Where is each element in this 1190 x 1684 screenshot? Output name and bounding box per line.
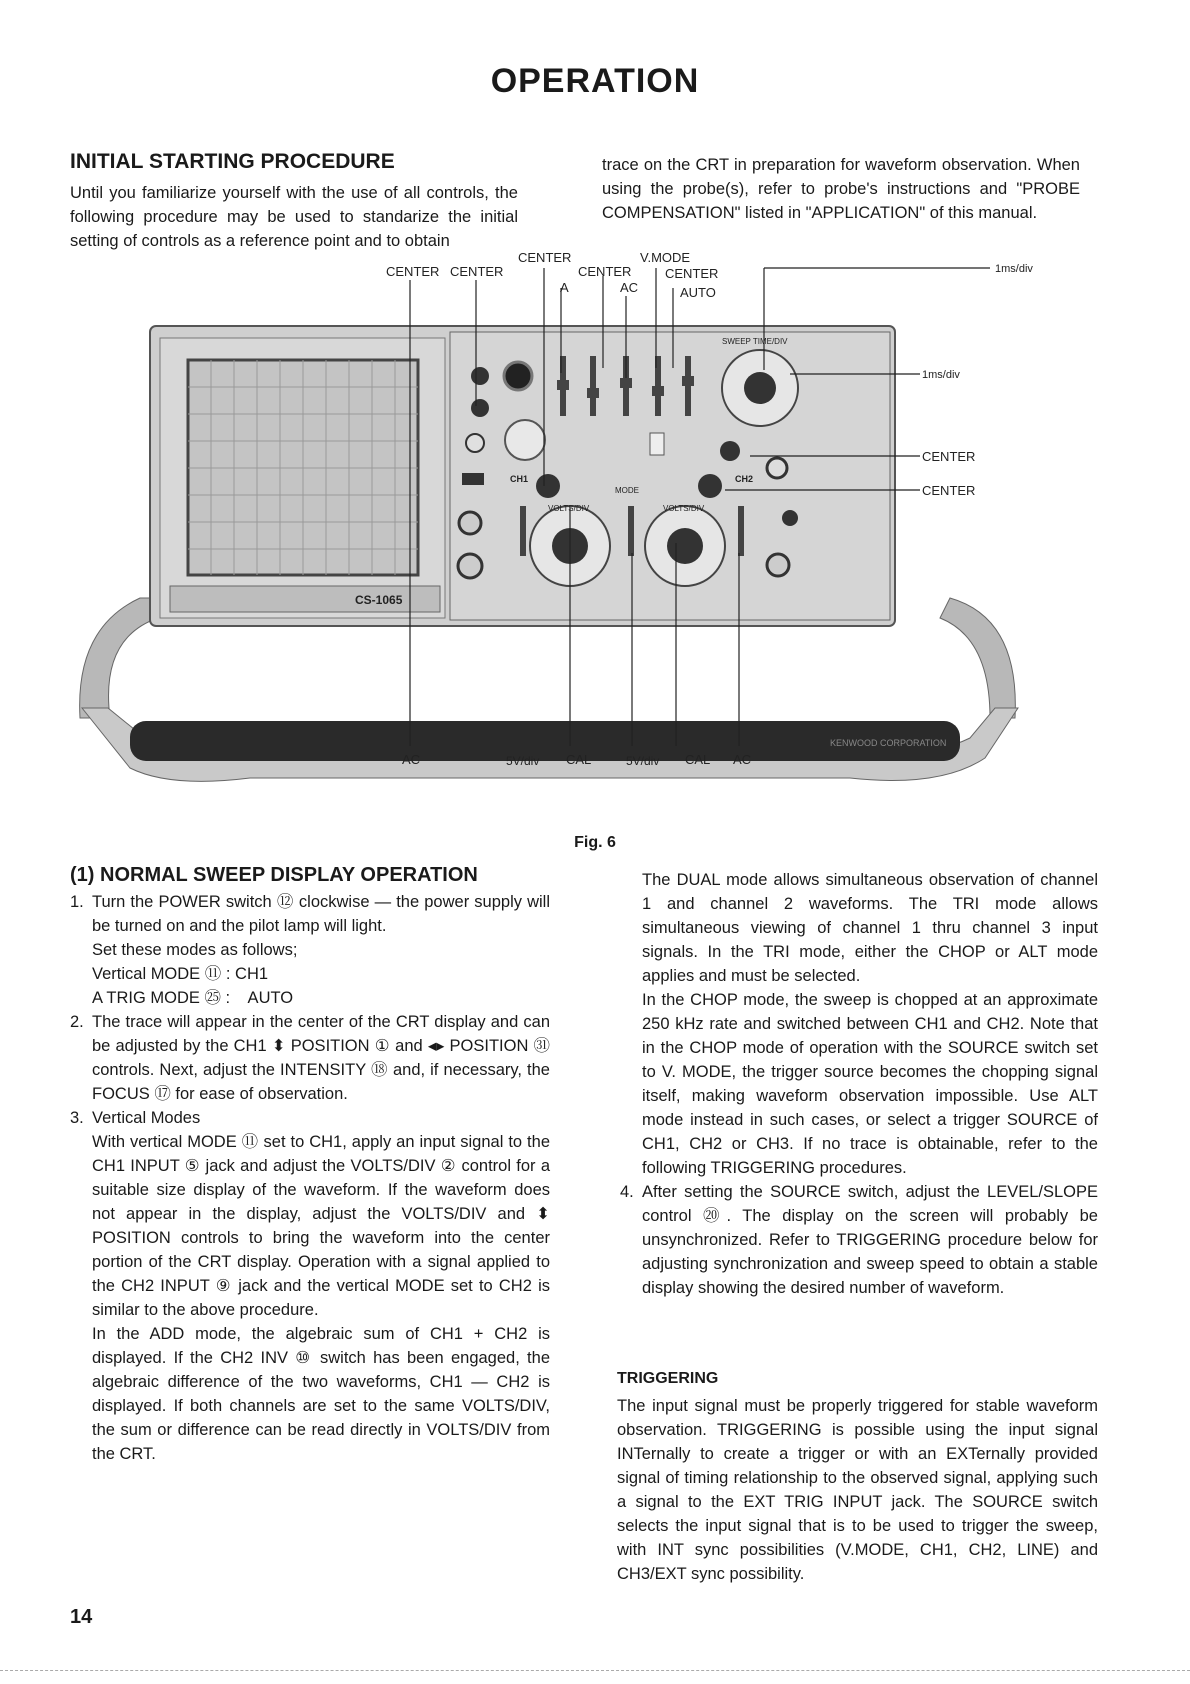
oscilloscope-figure [70,250,1120,823]
step-1-set: Set these modes as follows; [92,941,298,959]
ch1-volts-label: VOLTS/DIV [548,504,590,513]
label-cal-1: CAL [566,752,592,767]
triggering-heading: TRIGGERING [617,1370,719,1387]
step-3-title: Vertical Modes [92,1109,201,1127]
initial-para-left: Until you familiarize yourself with the use of all controls, the following procedure may be used to standarize the initial setting of controls as a reference point and to obtain [70,184,518,250]
h-position-knob[interactable] [720,441,740,461]
fine-button[interactable] [650,433,664,455]
knob-intensity[interactable] [471,367,489,385]
label-1ms-top: 1ms/div [995,263,1033,275]
normal-heading: (1) NORMAL SWEEP DISPLAY OPERATION [70,864,478,886]
label-center-2: CENTER [450,264,504,279]
label-ac-top: AC [620,280,639,295]
ch1-input-jack[interactable] [459,512,481,534]
knob-delay-time[interactable] [505,420,545,460]
chop-mode-para: In the CHOP mode, the sweep is chopped at an approximate 250 kHz rate and switched between CH1 and CH2. Note that in the CHOP mode of operation with the SOURCE switch set to V. MODE, the trigger source becomes the chopping signal itself, making waveform observation impossible. Use ALT mode instead in such cases, or select a trigger SOURCE of CH1, CH2 or CH3. If no trace is obtainable, refer to the following TRIGGERING procedures. [642,991,1098,1177]
ch1-position-knob[interactable] [536,474,560,498]
label-center-4: CENTER [578,264,632,279]
ch2-label: CH2 [735,474,754,484]
step-4-text: After setting the SOURCE switch, adjust the LEVEL/SLOPE control ⑳. The display on the screen will probably be unsynchronized. Refer to TRIGGERING procedure below for adjusting synchronization and sweep speed to obtain a stable display showing the desired number of waveform. [642,1183,1098,1297]
label-5v-2: 5V/div [626,754,660,768]
brand-text: KENWOOD CORPORATION [830,738,947,748]
left-column [70,890,550,1466]
sweep-variable-knob[interactable] [744,372,776,404]
page-title: OPERATION [490,62,700,100]
handle-right [940,598,1015,718]
ch1-label: CH1 [510,474,529,484]
ch2-coupling-slider[interactable] [738,506,744,556]
label-vmode: V.MODE [640,250,691,265]
label-auto: AUTO [680,285,716,300]
ch2-position-knob[interactable] [698,474,722,498]
step-3-para-1: With vertical MODE ⑪ set to CH1, apply an input signal to the CH1 INPUT ⑤ jack and adjust the VOLTS/DIV ② control for a suitable size display of the waveform. If the waveform does not appear in the display, adjust the VOLTS/DIV and ⬍ POSITION controls to bring the waveform into the center portion of the CRT display. Operation with a signal applied to the CH2 INPUT ⑨ jack and the vertical MODE set to CH2 is similar to the above procedure. [92,1133,550,1319]
step-1-num: 1. [70,893,84,911]
knob-holdoff[interactable] [504,362,532,390]
initial-para-right: trace on the CRT in preparation for waveform observation. When using the probe(s), refer to probe's instructions and "PROBE COMPENSATION" listed in "APPLICATION" of this manual. [602,156,1080,222]
handle-left [80,598,160,718]
page-number: 14 [70,1606,93,1628]
cal-terminal[interactable] [782,510,798,526]
label-5v-1: 5V/div [506,754,540,768]
ext-trig-input[interactable] [767,458,787,478]
vmode-setting: Vertical MODE ⑪ : CH1 [92,965,269,983]
atrig-setting: A TRIG MODE ㉕ : AUTO [92,989,294,1007]
step-1-text: Turn the POWER switch ⑫ clockwise — the power supply will be turned on and the pilot lamp will light. [92,893,550,935]
step-2-num: 2. [70,1013,84,1031]
step-3-num: 3. [70,1109,84,1127]
bottom-rule [0,1670,1190,1671]
knob-trace-rot[interactable] [466,434,484,452]
label-cal-2: CAL [685,752,711,767]
knob-focus[interactable] [471,399,489,417]
ch2-input-jack[interactable] [767,554,789,576]
label-center-right-2: CENTER [922,483,976,498]
label-center-5: CENTER [665,266,719,281]
scale-illum-button[interactable] [462,473,484,485]
mode-label: MODE [615,486,639,495]
initial-heading: INITIAL STARTING PROCEDURE [70,150,395,173]
label-a: A [560,280,569,295]
ground-terminal[interactable] [458,554,482,578]
ch1-coupling-slider[interactable] [520,506,526,556]
model-label: CS-1065 [355,593,403,607]
figure-caption: Fig. 6 [574,834,616,851]
step-2-text: The trace will appear in the center of the CRT display and can be adjusted by the CH1 ⬍ POSITION ① and ◂▸ POSITION ㉛ controls. Next, adjust the INTENSITY ⑱ and, if necessary, the FOCUS ⑰ for ease of observation. [92,1013,550,1103]
triggering-para: The input signal must be properly triggered for stable waveform observation. TRIGGERING is possible using the input signal INTernally to create a trigger or with an EXTernally provided signal of timing relationship to the observed signal, applying such a signal to the EXT TRIG INPUT jack. The SOURCE switch selects the input signal that is to be used to trigger the sweep, with INT sync possibilities (V.MODE, CH1, CH2, LINE) and CH3/EXT sync possibility. [617,1397,1098,1583]
step-4-num: 4. [620,1183,634,1201]
sweep-label: SWEEP TIME/DIV [722,337,788,346]
vmode-slider[interactable] [628,506,634,556]
ch2-variable-knob[interactable] [667,528,703,564]
label-center-right-1: CENTER [922,449,976,464]
label-ac-bottom-1: AC [402,752,421,767]
dual-mode-para: The DUAL mode allows simultaneous observation of channel 1 and channel 2 waveforms. The TRI mode allows simultaneous viewing of channel 1 thru channel 3 input signals. In the TRI mode, either the CHOP or ALT mode applies and must be selected. [642,871,1098,985]
label-ac-bottom-2: AC [733,752,752,767]
label-center-3: CENTER [518,250,572,265]
step-3-para-2: In the ADD mode, the algebraic sum of CH1 + CH2 is displayed. If the CH2 INV ⑩ switch has been engaged, the algebraic difference of the two waveforms, CH1 — CH2 is displayed. If both channels are set to the same VOLTS/DIV, the sum or difference can be read directly in VOLTS/DIV from the CRT. [92,1325,550,1463]
ch2-volts-label: VOLTS/DIV [663,504,705,513]
label-1ms-mid: 1ms/div [922,369,960,381]
right-column [620,868,1098,1300]
label-center-1: CENTER [386,264,440,279]
